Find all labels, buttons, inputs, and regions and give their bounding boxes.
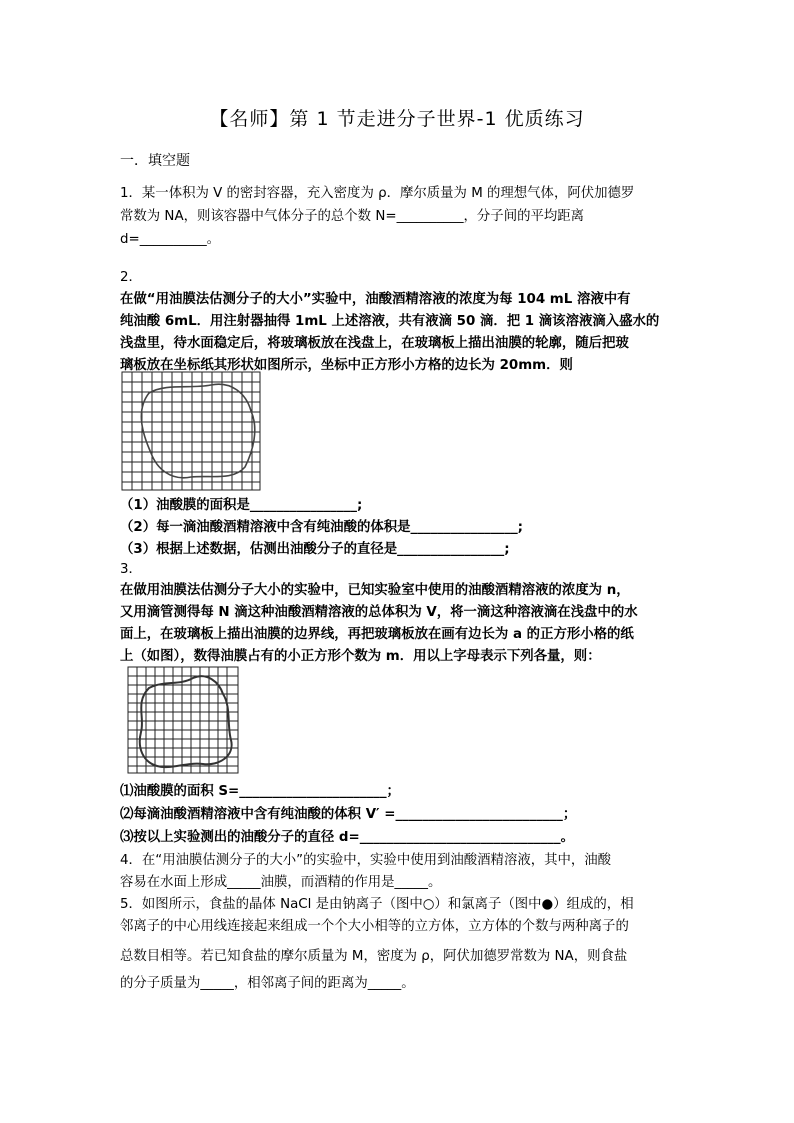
q1-line-3: d=__________。 <box>120 232 221 247</box>
q2-number: 2． <box>120 270 142 285</box>
q2-answer-3: （3）根据上述数据，估测出油酸分子的直径是________________; <box>120 542 510 557</box>
q3-oil-film-grid <box>127 666 239 774</box>
q4-line-2: 容易在水面上形成_____油膜，而酒精的作用是_____。 <box>120 875 442 890</box>
q1-line-1: 1．某一体积为 V 的密封容器，充入密度为 ρ．摩尔质量为 M 的理想气体，阿伏加德罗 <box>120 186 635 201</box>
q2-answer-2: （2）每一滴油酸酒精溶液中含有纯油酸的体积是________________; <box>120 520 523 535</box>
q3-line-4: 上（如图），数得油膜占有的小正方形个数为 m．用以上字母表示下列各量，则： <box>120 649 601 664</box>
q2-oil-film-grid <box>121 371 261 491</box>
q2-answer-1: （1）油酸膜的面积是________________; <box>120 498 363 513</box>
q5-line-3: 总数目相等。若已知食盐的摩尔质量为 M，密度为 ρ，阿伏加德罗常数为 NA，则食盐 <box>120 949 628 964</box>
q2-line-3: 浅盘里，待水面稳定后，将玻璃板放在浅盘上，在玻璃板上描出油膜的轮廓，随后把玻 <box>120 336 629 351</box>
q4-line-1: 4．在“用油膜估测分子的大小”的实验中，实验中使用到油酸酒精溶液，其中，油酸 <box>120 853 612 868</box>
q5-line-1: 5．如图所示，食盐的晶体 NaCl 是由钠离子（图中○）和氯离子（图中●）组成的，相 <box>120 897 634 912</box>
q2-line-1: 在做“用油膜法估测分子的大小”实验中，油酸酒精溶液的浓度为每 104 mL 溶液中有 <box>120 292 631 307</box>
page-title: 【名师】第 1 节走进分子世界-1 优质练习 <box>209 108 585 130</box>
q3-line-3: 面上，在玻璃板上描出油膜的边界线，再把玻璃板放在画有边长为 a 的正方形小格的纸 <box>120 627 634 642</box>
q5-line-4: 的分子质量为_____，相邻离子间的距离为_____。 <box>120 976 415 991</box>
q2-oil-film-outline <box>141 384 254 478</box>
q3-answer-3: ⑶按以上实验测出的油酸分子的直径 d=______________________________。 <box>120 830 574 845</box>
q3-line-1: 在做用油膜法估测分子大小的实验中，已知实验室中使用的油酸酒精溶液的浓度为 n， <box>120 583 630 598</box>
q1-line-2: 常数为 NA，则该容器中气体分子的总个数 N=__________，分子间的平均距离 <box>120 209 585 224</box>
q5-line-2: 邻离子的中心用线连接起来组成一个个大小相等的立方体，立方体的个数与两种离子的 <box>120 919 629 934</box>
q3-answer-1: ⑴油酸膜的面积 S=______________________； <box>120 784 400 799</box>
q3-number: 3． <box>120 562 142 577</box>
section-heading: 一．填空题 <box>120 153 190 169</box>
q3-line-2: 又用滴管测得每 N 滴这种油酸酒精溶液的总体积为 V，将一滴这种溶液滴在浅盘中的水 <box>120 605 638 620</box>
q2-line-4: 璃板放在坐标纸其形状如图所示，坐标中正方形小方格的边长为 20mm．则 <box>120 358 573 373</box>
q3-answer-2: ⑵每滴油酸酒精溶液中含有纯油酸的体积 V′ =_________________________； <box>120 807 577 822</box>
q2-line-2: 纯油酸 6mL．用注射器抽得 1mL 上述溶液，共有液滴 50 滴．把 1 滴该溶液滴入盛水的 <box>120 314 660 329</box>
